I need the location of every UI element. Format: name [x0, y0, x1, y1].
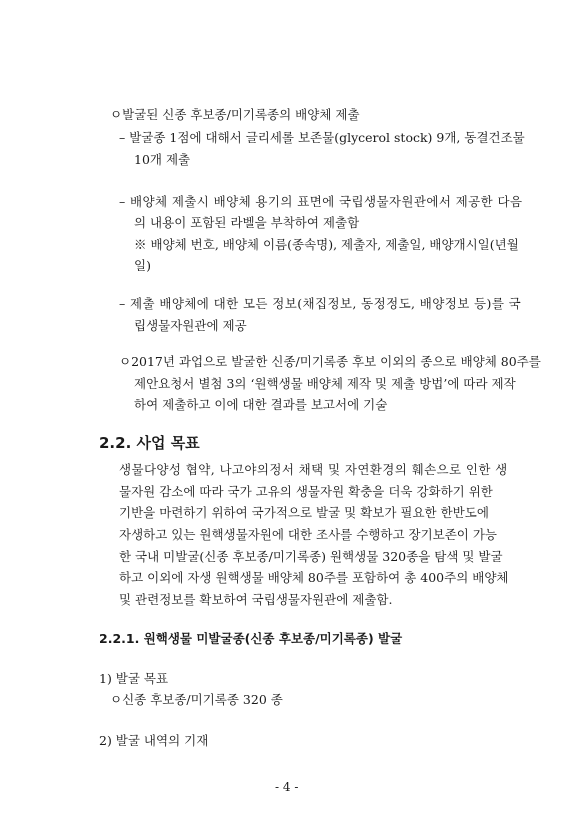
goal-paragraph-line-1: 생물다양성 협약, 나고야의정서 채택 및 자연환경의 훼손으로 인한 생 [119, 462, 508, 477]
bullet-2017-line-2: 제안요청서 별첨 3의 ‘원핵생물 배양체 제작 및 제출 방법’에 따라 제작 [134, 376, 516, 391]
bullet-2017-line-1: ㅇ2017년 과업으로 발굴한 신종/미기록종 후보 이외의 종으로 배양체 80주를 [119, 354, 541, 369]
dash-item-2-note: ※ 배양체 번호, 배양체 이름(종속명), 제출자, 제출일, 배양개시일(년월 [134, 237, 519, 252]
dash-item-2-line-2: 의 내용이 포함된 라벨을 부착하여 제출함 [134, 215, 360, 230]
dash-item-2-line-1: – 배양체 제출시 배양체 용기의 표면에 국립생물자원관에서 제공한 다음 [119, 194, 523, 209]
dash-item-1-line-2: 10개 제출 [134, 152, 191, 167]
item-1-bullet-320-species: ㅇ신종 후보종/미기록종 320 종 [110, 692, 283, 707]
goal-paragraph-line-3: 기반을 마련하기 위하여 국가적으로 발굴 및 확보가 필요한 한반도에 [119, 505, 489, 520]
item-2-discovery-description: 2) 발굴 내역의 기재 [99, 733, 209, 748]
dash-item-1-line-1: – 발굴종 1점에 대해서 글리세롤 보존물(glycerol stock) 9개, 동결건조물 [119, 130, 525, 145]
subsection-heading-discovery: 2.2.1. 원핵생물 미발굴종(신종 후보종/미기록종) 발굴 [99, 631, 403, 646]
dash-item-2-note-cont: 일) [134, 258, 151, 273]
dash-item-3-line-2: 립생물자원관에 제공 [134, 318, 247, 333]
item-1-discovery-goal: 1) 발굴 목표 [99, 671, 169, 686]
dash-item-3-line-1: – 제출 배양체에 대한 모든 정보(채집정보, 동정정도, 배양정보 등)를 국 [119, 296, 522, 311]
goal-paragraph-line-6: 하고 이외에 자생 원핵생물 배양체 80주를 포함하여 총 400주의 배양체 [119, 570, 509, 585]
page-number: - 4 - [275, 780, 299, 794]
goal-paragraph-line-2: 물자원 감소에 따라 국가 고유의 생물자원 확충을 더욱 강화하기 위한 [119, 484, 493, 499]
section-heading-project-goal: 2.2. 사업 목표 [99, 434, 200, 452]
goal-paragraph-line-5: 한 국내 미발굴(신종 후보종/미기록종) 원핵생물 320종을 탐색 및 발굴 [119, 549, 503, 564]
bullet-submit-cultures: ㅇ발굴된 신종 후보종/미기록종의 배양체 제출 [110, 107, 360, 122]
goal-paragraph-line-4: 자생하고 있는 원핵생물자원에 대한 조사를 수행하고 장기보존이 가능 [119, 527, 497, 542]
goal-paragraph-line-7: 및 관련정보를 확보하여 국립생물자원관에 제출함. [119, 592, 393, 607]
bullet-2017-line-3: 하여 제출하고 이에 대한 결과를 보고서에 기술 [134, 397, 388, 412]
